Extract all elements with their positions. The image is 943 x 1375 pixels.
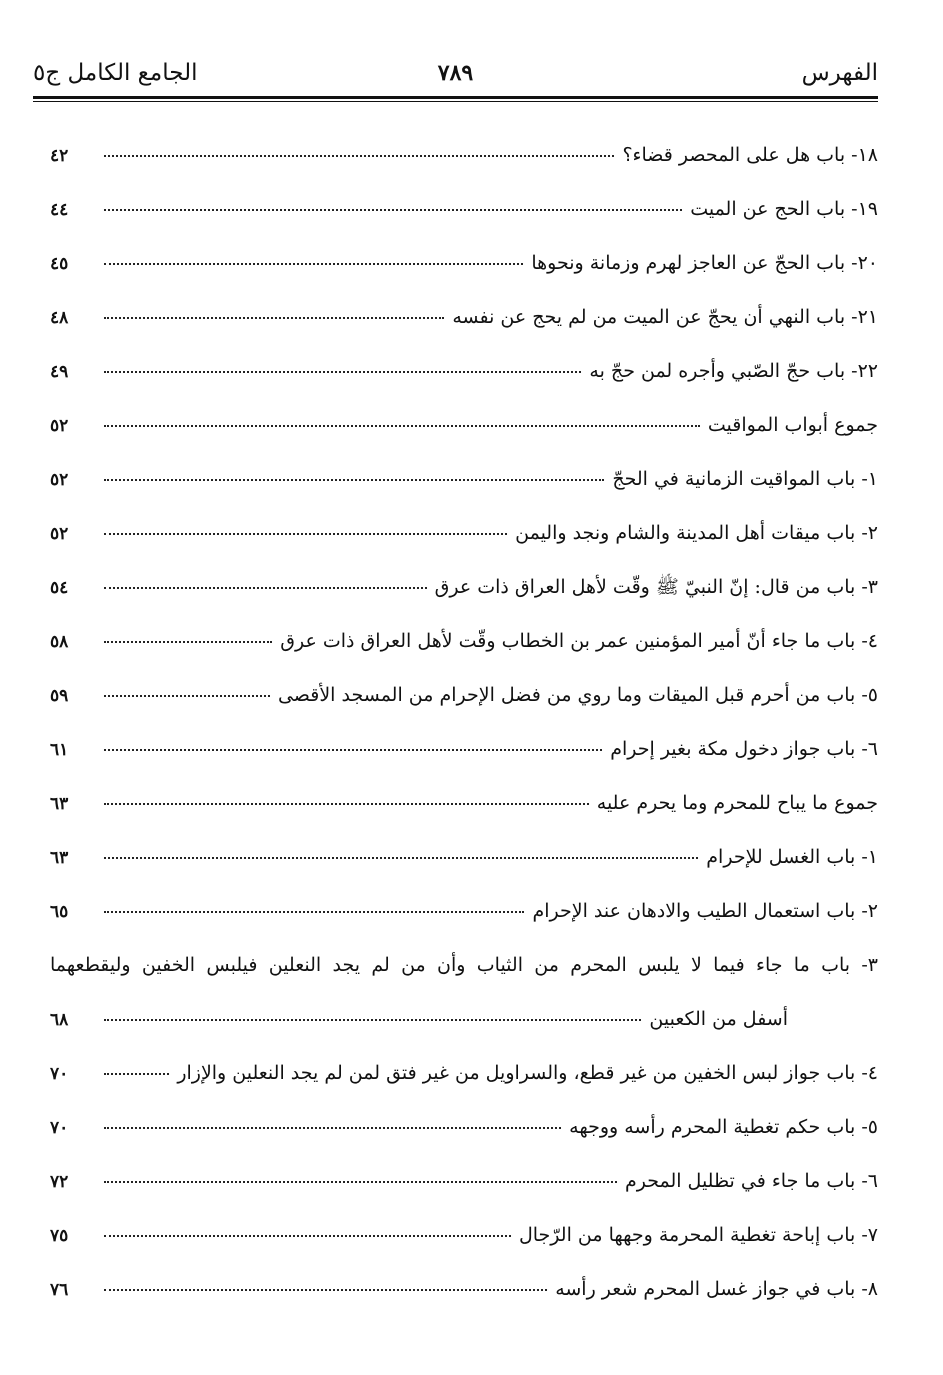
toc-entry-title: أسفل من الكعبين [649,1008,788,1030]
toc-entry-page: ٦٣ [50,848,69,868]
toc-section-heading [50,776,878,830]
toc-entry-page: ٥٩ [50,686,69,706]
toc-entry-title: ١- باب الغسل للإحرام [706,846,878,868]
toc-entry [50,1262,878,1316]
toc-entry-page: ٦٣ [50,794,69,814]
toc-entry-page: ٥٢ [50,470,69,490]
toc-entry [50,128,878,182]
dot-leader [104,749,602,751]
toc-entry [50,506,878,560]
dot-leader [104,263,523,265]
dot-leader [104,1289,547,1291]
dot-leader [104,317,444,319]
toc-entry-page: ٧٥ [50,1226,69,1246]
toc-entry-page: ٦١ [50,740,69,760]
page-header [33,52,878,96]
dot-leader [104,371,581,373]
toc-entry-title: ٢- باب استعمال الطيب والادهان عند الإحرام [532,900,878,922]
toc-entry-page: ٧٢ [50,1172,69,1192]
toc-entry-page: ٧٦ [50,1280,69,1300]
toc-entry [50,290,878,344]
toc-entry [50,938,878,992]
toc-entry-title: ٤- باب جواز لبس الخفين من غير قطع، والسراويل من غير فتق لمن لم يجد النعلين والإزار [177,1062,878,1084]
toc-entry [50,182,878,236]
dot-leader [104,1127,561,1129]
toc-entry-page: ٧٠ [50,1064,69,1084]
toc-entry-title: ٥- باب من أحرم قبل الميقات وما روي من فضل الإحرام من المسجد الأقصى [277,684,878,706]
toc-entry-page: ٧٠ [50,1118,69,1138]
toc-section-heading [50,398,878,452]
toc-entry-title: ١- باب المواقيت الزمانية في الحجّ [612,468,878,490]
dot-leader [104,641,272,643]
toc-entry [50,668,878,722]
toc-entry-title: ٦- باب ما جاء في تظليل المحرم [624,1170,878,1192]
toc-entry [50,236,878,290]
toc-entry [50,344,878,398]
toc-entry [50,1208,878,1262]
header-rule-thick [33,96,878,99]
toc-entry-page: ٤٩ [50,362,69,382]
toc-entry [50,1100,878,1154]
toc-entry-title: ١٨- باب هل على المحصر قضاء؟ [622,144,878,166]
toc-entry-page: ٥٤ [50,578,69,598]
toc-entry-page: ٤٥ [50,254,69,274]
page-number: ٧٨٩ [437,60,474,86]
toc-entry [50,452,878,506]
toc-entry [50,830,878,884]
toc-entry [50,1046,878,1100]
table-of-contents [50,128,878,1316]
toc-entry-title: ٧- باب إباحة تغطية المحرمة وجهها من الرّجال [518,1224,878,1246]
dot-leader [104,155,614,157]
toc-entry-page: ٥٨ [50,632,69,652]
dot-leader [104,695,270,697]
toc-entry-page: ٤٢ [50,146,69,166]
toc-entry-page: ٥٢ [50,524,69,544]
toc-entry-title: ٢٢- باب حجّ الصّبي وأجره لمن حجّ به [589,360,878,382]
dot-leader [104,1181,617,1183]
book-title: الجامع الكامل ج٥ [33,60,198,86]
toc-entry-title: ٢١- باب النهي أن يحجّ عن الميت من لم يحج عن نفسه [452,306,878,328]
dot-leader [104,587,427,589]
dot-leader [104,1235,511,1237]
dot-leader [104,803,589,805]
toc-entry-page: ٦٨ [50,1010,69,1030]
toc-entry-title: ٨- باب في جواز غسل المحرم شعر رأسه [555,1278,878,1300]
toc-entry-page: ٤٤ [50,200,69,220]
dot-leader [104,209,682,211]
dot-leader [104,1073,169,1075]
toc-entry-continuation [50,992,878,1046]
toc-entry [50,614,878,668]
toc-entry-title: ١٩- باب الحج عن الميت [690,198,878,220]
dot-leader [104,479,604,481]
dot-leader [104,425,700,427]
dot-leader [104,533,507,535]
toc-entry-title: ٥- باب حكم تغطية المحرم رأسه ووجهه [569,1116,878,1138]
toc-entry-title: جموع ما يباح للمحرم وما يحرم عليه [596,792,878,814]
toc-entry-page: ٦٥ [50,902,69,922]
toc-entry-title: ٢- باب ميقات أهل المدينة والشام ونجد واليمن [515,522,878,544]
dot-leader [104,1019,641,1021]
toc-entry-page: ٤٨ [50,308,69,328]
toc-entry-page: ٥٢ [50,416,69,436]
toc-entry-title: جموع أبواب المواقيت [707,414,878,436]
toc-entry [50,560,878,614]
toc-entry-title: ٦- باب جواز دخول مكة بغير إحرام [610,738,878,760]
toc-entry [50,722,878,776]
toc-entry-title: ٣- باب من قال: إنّ النبيّ ﷺ وقّت لأهل العراق ذات عرق [434,576,878,598]
header-rule-thin [33,101,878,102]
dot-leader [104,857,698,859]
toc-entry-title: ٤- باب ما جاء أنّ أمير المؤمنين عمر بن الخطاب وقّت لأهل العراق ذات عرق [280,630,878,652]
toc-entry [50,884,878,938]
toc-entry [50,1154,878,1208]
dot-leader [104,911,524,913]
toc-entry-title: ٢٠- باب الحجّ عن العاجز لهرم وزمانة ونحوها [531,252,878,274]
section-title: الفهرس [801,60,878,86]
toc-entry-title: ٣- باب ما جاء فيما لا يلبس المحرم من الثياب وأن من لم يجد النعلين فيلبس الخفين وليقطعهما [50,954,878,976]
